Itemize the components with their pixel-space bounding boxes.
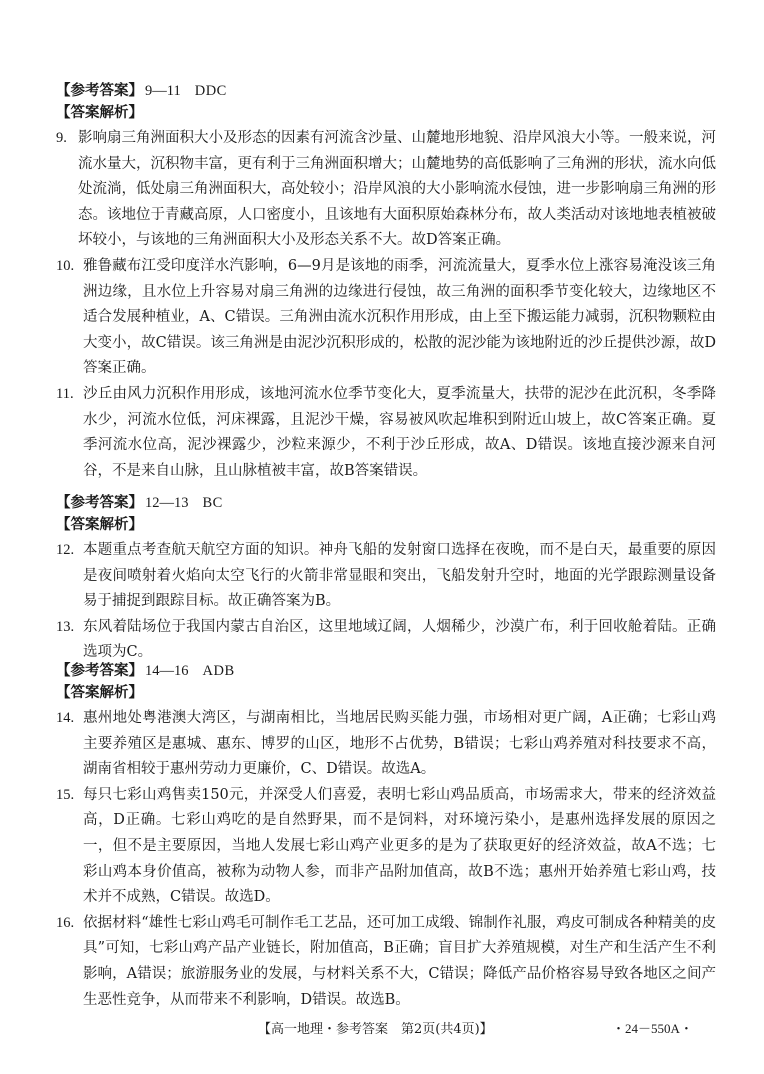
question-number: 10. <box>56 257 75 274</box>
footer-page-info: 【高一地理・参考答案 第2页(共4页)】 <box>258 1022 493 1037</box>
explanation-text: 沙丘由风力沉积作用形成，该地河流水位季节变化大，夏季流量大，扶带的泥沙在此沉积，冬季降水少，河流水位低，河床裸露，且泥沙干燥，容易被风吹起堆积到附近山坡上，故C答案正确。夏季河流水位高，泥沙裸露少，沙粒来源少，不利于沙丘形成，故A、D错误。该地直接沙源来自河谷，不是来自山脉，且山脉植被丰富，故B答案错误。 <box>83 385 716 479</box>
reference-answer-label: 【参考答案】 <box>56 663 143 679</box>
reference-answer-label: 【参考答案】 <box>56 495 143 511</box>
question-number: 9. <box>56 130 67 146</box>
page-footer <box>0 1018 764 1040</box>
question-number: 11. <box>56 385 74 402</box>
reference-answer-line <box>56 660 716 682</box>
question-number: 13. <box>56 618 75 635</box>
answer-section-9-11 <box>56 80 716 484</box>
reference-answer-line <box>56 492 716 514</box>
reference-answer-label: 【参考答案】 <box>56 83 143 99</box>
explanation-text: 惠州地处粤港澳大湾区，与湖南相比，当地居民购买能力强，市场相对更广阔，A正确；七彩山鸡主要养殖区是惠城、惠东、博罗的山区，地形不占优势，B错误；七彩山鸡养殖对科技要求不高，湖南省相较于惠州劳动力更廉价，C、D错误。故选A。 <box>83 710 716 778</box>
question-explanation-14 <box>56 706 716 783</box>
analysis-label: 【答案解析】 <box>56 685 143 701</box>
analysis-label: 【答案解析】 <box>56 105 143 121</box>
question-explanation-13 <box>56 615 716 666</box>
explanation-text: 本题重点考查航天航空方面的知识。神舟飞船的发射窗口选择在夜晚，而不是白天，最重要的原因是夜间喷射着火焰向太空飞行的火箭非常显眼和突出，飞船发射升空时，地面的光学跟踪测量设备易于捕捉到跟踪目标。故正确答案为B。 <box>83 542 716 610</box>
answer-letters: ADB <box>202 663 235 679</box>
question-explanation-11 <box>56 382 716 484</box>
explanation-text: 影响扇三角洲面积大小及形态的因素有河流含沙量、山麓地形地貌、沿岸风浪大小等。一般来说，河流水量大，沉积物丰富，更有利于三角洲面积增大；山麓地势的高低影响了三角洲的形状，流水向低处流淌，低处扇三角洲面积大，高处较小；沿岸风浪的大小影响流水侵蚀，进一步影响扇三角洲的形态。该地位于青藏高原，人口密度小，且该地有大面积原始森林分布，故人类活动对该地地表植被破坏较小，与该地的三角洲面积大小及形态关系不大。故D答案正确。 <box>78 130 716 249</box>
question-number: 16. <box>56 914 75 931</box>
question-range: 9—11 <box>145 83 181 99</box>
answer-letters: BC <box>202 495 223 511</box>
question-explanation-9 <box>56 126 716 254</box>
question-explanation-15 <box>56 783 716 911</box>
question-explanation-12 <box>56 538 716 615</box>
reference-answer-line <box>56 80 716 102</box>
answer-section-14-16 <box>56 660 716 1013</box>
explanation-text: 每只七彩山鸡售卖150元，并深受人们喜爱，表明七彩山鸡品质高，市场需求大，带来的经济效益高，D正确。七彩山鸡吃的是自然野果，而不是饲料，对环境污染小，是惠州选择发展的原因之一，但不是主要原因，当地人发展七彩山鸡产业更多的是为了获取更好的经济效益，故A不选；七彩山鸡本身价值高，被称为动物人参，而非产品附加值高，故B不选；惠州开始养殖七彩山鸡，技术并不成熟，C错误。故选D。 <box>83 786 716 906</box>
explanation-text: 东风着陆场位于我国内蒙古自治区，这里地域辽阔，人烟稀少，沙漠广布，利于回收舱着陆。正确选项为C。 <box>83 618 716 661</box>
explanation-text: 雅鲁藏布江受印度洋水汽影响，6—9月是该地的雨季，河流流量大，夏季水位上涨容易淹没该三角洲边缘，且水位上升容易对扇三角洲的边缘进行侵蚀，故三角洲的面积季节变化较大，边缘地区不适合发展种植业，A、C错误。三角洲由流水沉积作用形成，由上至下搬运能力减弱，沉积物颗粒由大变小，故C错误。该三角洲是由泥沙沉积形成的，松散的泥沙能为该地附近的沙丘提供沙源，故D答案正确。 <box>83 257 716 377</box>
question-number: 14. <box>56 710 75 726</box>
question-number: 15. <box>56 786 75 803</box>
answer-letters: DDC <box>194 83 227 99</box>
answer-section-12-13 <box>56 492 716 666</box>
question-explanation-10 <box>56 254 716 382</box>
explanation-text: 依据材料“雄性七彩山鸡毛可制作毛工艺品，还可加工成缎、锦制作礼服，鸡皮可制成各种精美的皮具”可知，七彩山鸡产品产业链长，附加值高，B正确；盲目扩大养殖规模，对生产和生活产生不利影响，A错误；旅游服务业的发展，与材料关系不大，C错误；降低产品价格容易导致各地区之间产生恶性竞争，从而带来不利影响，D错误。故选B。 <box>83 914 716 1008</box>
analysis-label: 【答案解析】 <box>56 517 143 533</box>
footer-paper-code: ・24－550A・ <box>612 1021 693 1036</box>
question-number: 12. <box>56 542 75 558</box>
question-range: 12—13 <box>145 495 189 511</box>
question-range: 14—16 <box>145 663 189 679</box>
question-explanation-16 <box>56 911 716 1013</box>
